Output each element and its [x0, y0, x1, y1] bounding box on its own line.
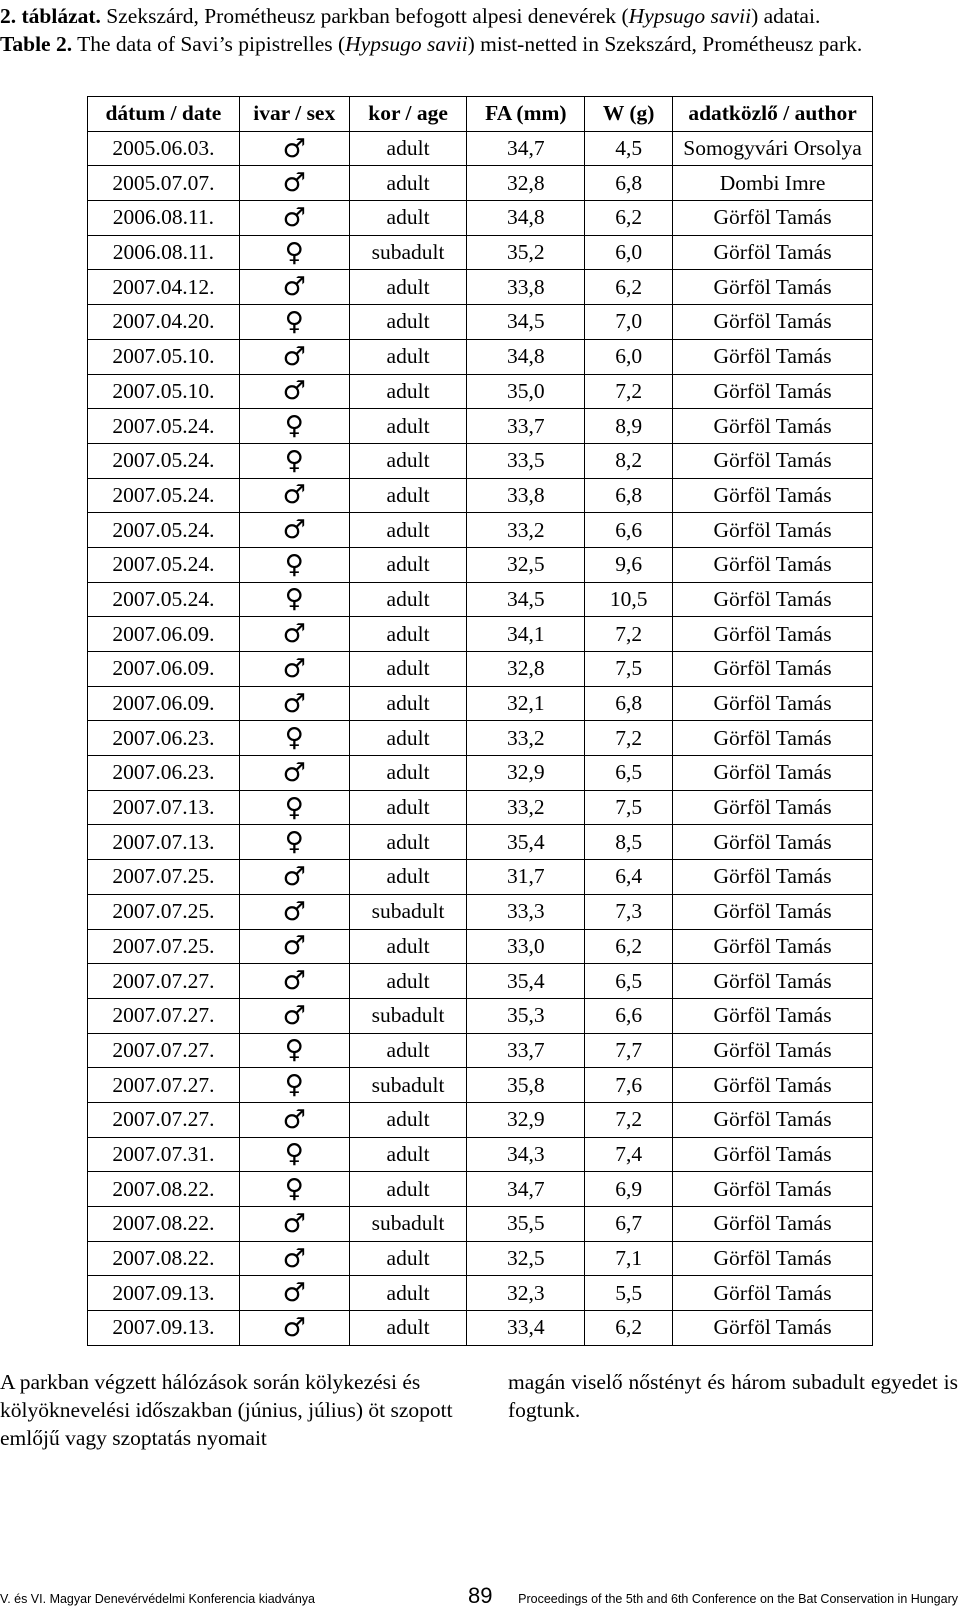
- cell-age: adult: [349, 513, 467, 548]
- cell-weight: 7,3: [585, 894, 673, 929]
- table-row: [88, 478, 873, 513]
- cell-author: Görföl Tamás: [673, 513, 873, 548]
- table-row: [88, 131, 873, 166]
- cell-forearm: 32,8: [467, 166, 585, 201]
- cell-date: 2007.07.25.: [88, 860, 240, 895]
- caption-hu-text-a: Szekszárd, Prométheusz parkban befogott alpesi denevérek (: [100, 4, 629, 28]
- cell-age: adult: [349, 1137, 467, 1172]
- cell-weight: 6,0: [585, 339, 673, 374]
- cell-author: Görföl Tamás: [673, 1068, 873, 1103]
- cell-forearm: 33,8: [467, 270, 585, 305]
- cell-weight: 7,2: [585, 721, 673, 756]
- caption-en-label: Table 2.: [0, 32, 73, 56]
- cell-date: 2007.05.24.: [88, 547, 240, 582]
- table-header-row: [88, 97, 873, 132]
- cell-weight: 7,5: [585, 790, 673, 825]
- cell-forearm: 33,5: [467, 443, 585, 478]
- cell-weight: 6,6: [585, 998, 673, 1033]
- cell-date: 2007.09.13.: [88, 1276, 240, 1311]
- cell-date: 2007.07.25.: [88, 894, 240, 929]
- cell-sex: ♀: [239, 1172, 349, 1207]
- cell-weight: 8,2: [585, 443, 673, 478]
- cell-author: Görföl Tamás: [673, 1311, 873, 1346]
- cell-forearm: 33,8: [467, 478, 585, 513]
- table-row: [88, 1207, 873, 1242]
- cell-author: Görföl Tamás: [673, 443, 873, 478]
- table-row: [88, 513, 873, 548]
- cell-sex: ♂: [239, 478, 349, 513]
- cell-age: subadult: [349, 1207, 467, 1242]
- cell-weight: 7,2: [585, 1102, 673, 1137]
- cell-age: adult: [349, 131, 467, 166]
- caption-en-species: Hypsugo savii: [345, 32, 468, 56]
- cell-sex: ♂: [239, 131, 349, 166]
- header-forearm: FA (mm): [467, 97, 585, 132]
- table-row: [88, 339, 873, 374]
- cell-weight: 6,7: [585, 1207, 673, 1242]
- cell-weight: 6,0: [585, 235, 673, 270]
- cell-age: subadult: [349, 235, 467, 270]
- table-row: [88, 617, 873, 652]
- cell-forearm: 32,9: [467, 756, 585, 791]
- caption-hu-label: 2. táblázat.: [0, 4, 101, 28]
- cell-date: 2005.07.07.: [88, 166, 240, 201]
- cell-author: Görföl Tamás: [673, 964, 873, 999]
- cell-weight: 7,4: [585, 1137, 673, 1172]
- caption-english: [0, 30, 950, 58]
- cell-sex: ♂: [239, 1241, 349, 1276]
- cell-forearm: 32,5: [467, 547, 585, 582]
- cell-weight: 6,2: [585, 270, 673, 305]
- cell-date: 2007.06.23.: [88, 721, 240, 756]
- cell-author: Dombi Imre: [673, 166, 873, 201]
- cell-forearm: 34,5: [467, 305, 585, 340]
- cell-age: adult: [349, 964, 467, 999]
- cell-sex: ♂: [239, 1102, 349, 1137]
- cell-author: Görföl Tamás: [673, 339, 873, 374]
- cell-sex: ♂: [239, 894, 349, 929]
- cell-date: 2007.07.13.: [88, 790, 240, 825]
- cell-forearm: 34,7: [467, 131, 585, 166]
- cell-weight: 7,6: [585, 1068, 673, 1103]
- table-row: [88, 721, 873, 756]
- cell-sex: ♀: [239, 409, 349, 444]
- cell-sex: ♀: [239, 547, 349, 582]
- cell-age: adult: [349, 1276, 467, 1311]
- cell-age: adult: [349, 1241, 467, 1276]
- cell-forearm: 32,8: [467, 652, 585, 687]
- cell-age: adult: [349, 201, 467, 236]
- body-text-right: magán viselő nőstényt és három subadult egyedet is fogtunk.: [508, 1370, 958, 1422]
- cell-sex: ♂: [239, 964, 349, 999]
- cell-author: Görföl Tamás: [673, 1137, 873, 1172]
- table-row: [88, 1102, 873, 1137]
- cell-forearm: 32,1: [467, 686, 585, 721]
- cell-author: Görföl Tamás: [673, 547, 873, 582]
- cell-author: Görföl Tamás: [673, 894, 873, 929]
- cell-forearm: 34,8: [467, 339, 585, 374]
- table-row: [88, 1033, 873, 1068]
- cell-date: 2007.05.24.: [88, 582, 240, 617]
- cell-weight: 6,2: [585, 201, 673, 236]
- cell-date: 2007.07.27.: [88, 1102, 240, 1137]
- cell-weight: 8,9: [585, 409, 673, 444]
- cell-date: 2006.08.11.: [88, 201, 240, 236]
- cell-forearm: 35,2: [467, 235, 585, 270]
- bat-data-table: [87, 96, 873, 1346]
- cell-author: Görföl Tamás: [673, 1102, 873, 1137]
- cell-date: 2007.07.25.: [88, 929, 240, 964]
- cell-sex: ♂: [239, 652, 349, 687]
- cell-author: Görföl Tamás: [673, 790, 873, 825]
- cell-author: Görföl Tamás: [673, 721, 873, 756]
- cell-author: Görföl Tamás: [673, 860, 873, 895]
- table-body: [88, 131, 873, 1345]
- caption-hu-text-b: ) adatai.: [751, 4, 821, 28]
- cell-weight: 6,2: [585, 929, 673, 964]
- cell-author: Görföl Tamás: [673, 201, 873, 236]
- header-weight: W (g): [585, 97, 673, 132]
- cell-age: adult: [349, 270, 467, 305]
- cell-age: adult: [349, 721, 467, 756]
- cell-date: 2006.08.11.: [88, 235, 240, 270]
- cell-author: Görföl Tamás: [673, 617, 873, 652]
- cell-weight: 6,9: [585, 1172, 673, 1207]
- cell-sex: ♂: [239, 1311, 349, 1346]
- page-number: 89: [468, 1583, 493, 1608]
- table-row: [88, 547, 873, 582]
- cell-forearm: 33,2: [467, 721, 585, 756]
- cell-author: Görföl Tamás: [673, 1172, 873, 1207]
- cell-date: 2007.07.27.: [88, 964, 240, 999]
- cell-weight: 6,8: [585, 478, 673, 513]
- cell-date: 2007.06.09.: [88, 652, 240, 687]
- cell-sex: ♂: [239, 374, 349, 409]
- cell-sex: ♂: [239, 270, 349, 305]
- table-row: [88, 1276, 873, 1311]
- cell-weight: 6,2: [585, 1311, 673, 1346]
- cell-age: adult: [349, 929, 467, 964]
- cell-age: adult: [349, 860, 467, 895]
- cell-sex: ♀: [239, 825, 349, 860]
- cell-forearm: 33,7: [467, 409, 585, 444]
- page-footer: [0, 1583, 960, 1613]
- cell-date: 2007.05.24.: [88, 513, 240, 548]
- cell-age: adult: [349, 547, 467, 582]
- cell-weight: 6,8: [585, 166, 673, 201]
- cell-weight: 7,2: [585, 617, 673, 652]
- table-row: [88, 1311, 873, 1346]
- table-row: [88, 652, 873, 687]
- cell-forearm: 32,5: [467, 1241, 585, 1276]
- table-row: [88, 374, 873, 409]
- cell-sex: ♂: [239, 617, 349, 652]
- cell-age: adult: [349, 790, 467, 825]
- cell-date: 2007.09.13.: [88, 1311, 240, 1346]
- table-row: [88, 860, 873, 895]
- cell-author: Görföl Tamás: [673, 1241, 873, 1276]
- cell-age: adult: [349, 409, 467, 444]
- cell-date: 2007.06.09.: [88, 617, 240, 652]
- cell-forearm: 33,2: [467, 790, 585, 825]
- cell-sex: ♀: [239, 235, 349, 270]
- footer-right-text: Proceedings of the 5th and 6th Conference on the Bat Conservation in Hungary: [518, 1592, 958, 1606]
- table-row: [88, 1241, 873, 1276]
- cell-sex: ♂: [239, 166, 349, 201]
- cell-weight: 4,5: [585, 131, 673, 166]
- cell-age: subadult: [349, 998, 467, 1033]
- cell-author: Görföl Tamás: [673, 478, 873, 513]
- cell-age: adult: [349, 305, 467, 340]
- cell-age: adult: [349, 617, 467, 652]
- cell-sex: ♂: [239, 201, 349, 236]
- cell-weight: 6,5: [585, 964, 673, 999]
- table-row: [88, 998, 873, 1033]
- cell-weight: 6,6: [585, 513, 673, 548]
- cell-forearm: 33,3: [467, 894, 585, 929]
- cell-age: subadult: [349, 894, 467, 929]
- cell-author: Görföl Tamás: [673, 686, 873, 721]
- cell-date: 2007.06.09.: [88, 686, 240, 721]
- cell-forearm: 35,4: [467, 825, 585, 860]
- cell-weight: 5,5: [585, 1276, 673, 1311]
- cell-date: 2007.07.27.: [88, 1033, 240, 1068]
- cell-weight: 7,2: [585, 374, 673, 409]
- cell-date: 2007.05.10.: [88, 339, 240, 374]
- cell-sex: ♂: [239, 686, 349, 721]
- cell-age: adult: [349, 686, 467, 721]
- cell-date: 2005.06.03.: [88, 131, 240, 166]
- cell-age: subadult: [349, 1068, 467, 1103]
- cell-age: adult: [349, 478, 467, 513]
- table-row: [88, 964, 873, 999]
- table-row: [88, 582, 873, 617]
- cell-sex: ♀: [239, 443, 349, 478]
- caption-hungarian: [0, 2, 950, 30]
- cell-forearm: 34,8: [467, 201, 585, 236]
- cell-weight: 9,6: [585, 547, 673, 582]
- cell-author: Görföl Tamás: [673, 235, 873, 270]
- cell-weight: 7,0: [585, 305, 673, 340]
- cell-date: 2007.08.22.: [88, 1241, 240, 1276]
- table-row: [88, 1068, 873, 1103]
- table-row: [88, 235, 873, 270]
- cell-author: Görföl Tamás: [673, 652, 873, 687]
- cell-sex: ♂: [239, 513, 349, 548]
- cell-date: 2007.07.31.: [88, 1137, 240, 1172]
- table-row: [88, 201, 873, 236]
- cell-forearm: 35,5: [467, 1207, 585, 1242]
- cell-age: adult: [349, 1311, 467, 1346]
- cell-author: Görföl Tamás: [673, 409, 873, 444]
- table-row: [88, 756, 873, 791]
- cell-weight: 6,4: [585, 860, 673, 895]
- cell-forearm: 35,4: [467, 964, 585, 999]
- cell-forearm: 32,9: [467, 1102, 585, 1137]
- cell-forearm: 33,7: [467, 1033, 585, 1068]
- cell-author: Görföl Tamás: [673, 998, 873, 1033]
- header-author: adatközlő / author: [673, 97, 873, 132]
- cell-forearm: 33,4: [467, 1311, 585, 1346]
- table-row: [88, 443, 873, 478]
- cell-date: 2007.08.22.: [88, 1207, 240, 1242]
- header-age: kor / age: [349, 97, 467, 132]
- cell-age: adult: [349, 825, 467, 860]
- cell-date: 2007.07.27.: [88, 1068, 240, 1103]
- cell-date: 2007.05.24.: [88, 409, 240, 444]
- cell-weight: 10,5: [585, 582, 673, 617]
- cell-age: adult: [349, 1033, 467, 1068]
- cell-age: adult: [349, 1172, 467, 1207]
- cell-weight: 7,1: [585, 1241, 673, 1276]
- cell-sex: ♂: [239, 1207, 349, 1242]
- cell-sex: ♀: [239, 721, 349, 756]
- cell-forearm: 35,0: [467, 374, 585, 409]
- cell-age: adult: [349, 443, 467, 478]
- cell-forearm: 34,5: [467, 582, 585, 617]
- cell-sex: ♂: [239, 339, 349, 374]
- cell-weight: 6,5: [585, 756, 673, 791]
- cell-weight: 6,8: [585, 686, 673, 721]
- table-row: [88, 686, 873, 721]
- cell-author: Görföl Tamás: [673, 756, 873, 791]
- cell-date: 2007.08.22.: [88, 1172, 240, 1207]
- header-date: dátum / date: [88, 97, 240, 132]
- cell-author: Görföl Tamás: [673, 929, 873, 964]
- cell-author: Somogyvári Orsolya: [673, 131, 873, 166]
- header-sex: ivar / sex: [239, 97, 349, 132]
- cell-author: Görföl Tamás: [673, 825, 873, 860]
- cell-sex: ♂: [239, 1276, 349, 1311]
- cell-forearm: 34,1: [467, 617, 585, 652]
- cell-forearm: 35,3: [467, 998, 585, 1033]
- cell-author: Görföl Tamás: [673, 1207, 873, 1242]
- caption-en-text-b: ) mist-netted in Szekszárd, Prométheusz park.: [467, 32, 863, 56]
- cell-author: Görföl Tamás: [673, 270, 873, 305]
- cell-sex: ♀: [239, 1137, 349, 1172]
- cell-sex: ♀: [239, 790, 349, 825]
- table-row: [88, 305, 873, 340]
- cell-author: Görföl Tamás: [673, 305, 873, 340]
- cell-forearm: 33,2: [467, 513, 585, 548]
- cell-age: adult: [349, 166, 467, 201]
- table-row: [88, 790, 873, 825]
- cell-sex: ♀: [239, 1033, 349, 1068]
- cell-forearm: 33,0: [467, 929, 585, 964]
- table-row: [88, 825, 873, 860]
- cell-sex: ♂: [239, 998, 349, 1033]
- body-text-left: A parkban végzett hálózások során kölykezési és kölyöknevelési időszakban (június, július) öt szopott emlőjű vagy szoptatás nyomait: [0, 1370, 453, 1450]
- cell-age: adult: [349, 582, 467, 617]
- table-row: [88, 929, 873, 964]
- cell-date: 2007.06.23.: [88, 756, 240, 791]
- caption-hu-species: Hypsugo savii: [628, 4, 752, 28]
- table-row: [88, 1137, 873, 1172]
- cell-forearm: 34,3: [467, 1137, 585, 1172]
- cell-sex: ♂: [239, 860, 349, 895]
- table-caption: [0, 2, 950, 58]
- cell-date: 2007.04.20.: [88, 305, 240, 340]
- cell-forearm: 34,7: [467, 1172, 585, 1207]
- cell-sex: ♀: [239, 582, 349, 617]
- table-row: [88, 1172, 873, 1207]
- cell-age: adult: [349, 756, 467, 791]
- cell-author: Görföl Tamás: [673, 1033, 873, 1068]
- footer-left-text: V. és VI. Magyar Denevérvédelmi Konferencia kiadványa: [0, 1592, 315, 1606]
- cell-date: 2007.04.12.: [88, 270, 240, 305]
- cell-sex: ♀: [239, 1068, 349, 1103]
- cell-weight: 7,5: [585, 652, 673, 687]
- cell-author: Görföl Tamás: [673, 582, 873, 617]
- cell-sex: ♂: [239, 756, 349, 791]
- cell-author: Görföl Tamás: [673, 374, 873, 409]
- cell-age: adult: [349, 652, 467, 687]
- cell-age: adult: [349, 339, 467, 374]
- cell-sex: ♂: [239, 929, 349, 964]
- cell-age: adult: [349, 1102, 467, 1137]
- cell-date: 2007.05.10.: [88, 374, 240, 409]
- cell-age: adult: [349, 374, 467, 409]
- table-row: [88, 166, 873, 201]
- cell-date: 2007.07.27.: [88, 998, 240, 1033]
- cell-forearm: 32,3: [467, 1276, 585, 1311]
- cell-weight: 8,5: [585, 825, 673, 860]
- cell-forearm: 35,8: [467, 1068, 585, 1103]
- cell-date: 2007.05.24.: [88, 443, 240, 478]
- cell-author: Görföl Tamás: [673, 1276, 873, 1311]
- table-row: [88, 894, 873, 929]
- cell-date: 2007.07.13.: [88, 825, 240, 860]
- table-row: [88, 270, 873, 305]
- caption-en-text-a: The data of Savi’s pipistrelles (: [72, 32, 346, 56]
- cell-weight: 7,7: [585, 1033, 673, 1068]
- table-row: [88, 409, 873, 444]
- cell-date: 2007.05.24.: [88, 478, 240, 513]
- cell-forearm: 31,7: [467, 860, 585, 895]
- cell-sex: ♀: [239, 305, 349, 340]
